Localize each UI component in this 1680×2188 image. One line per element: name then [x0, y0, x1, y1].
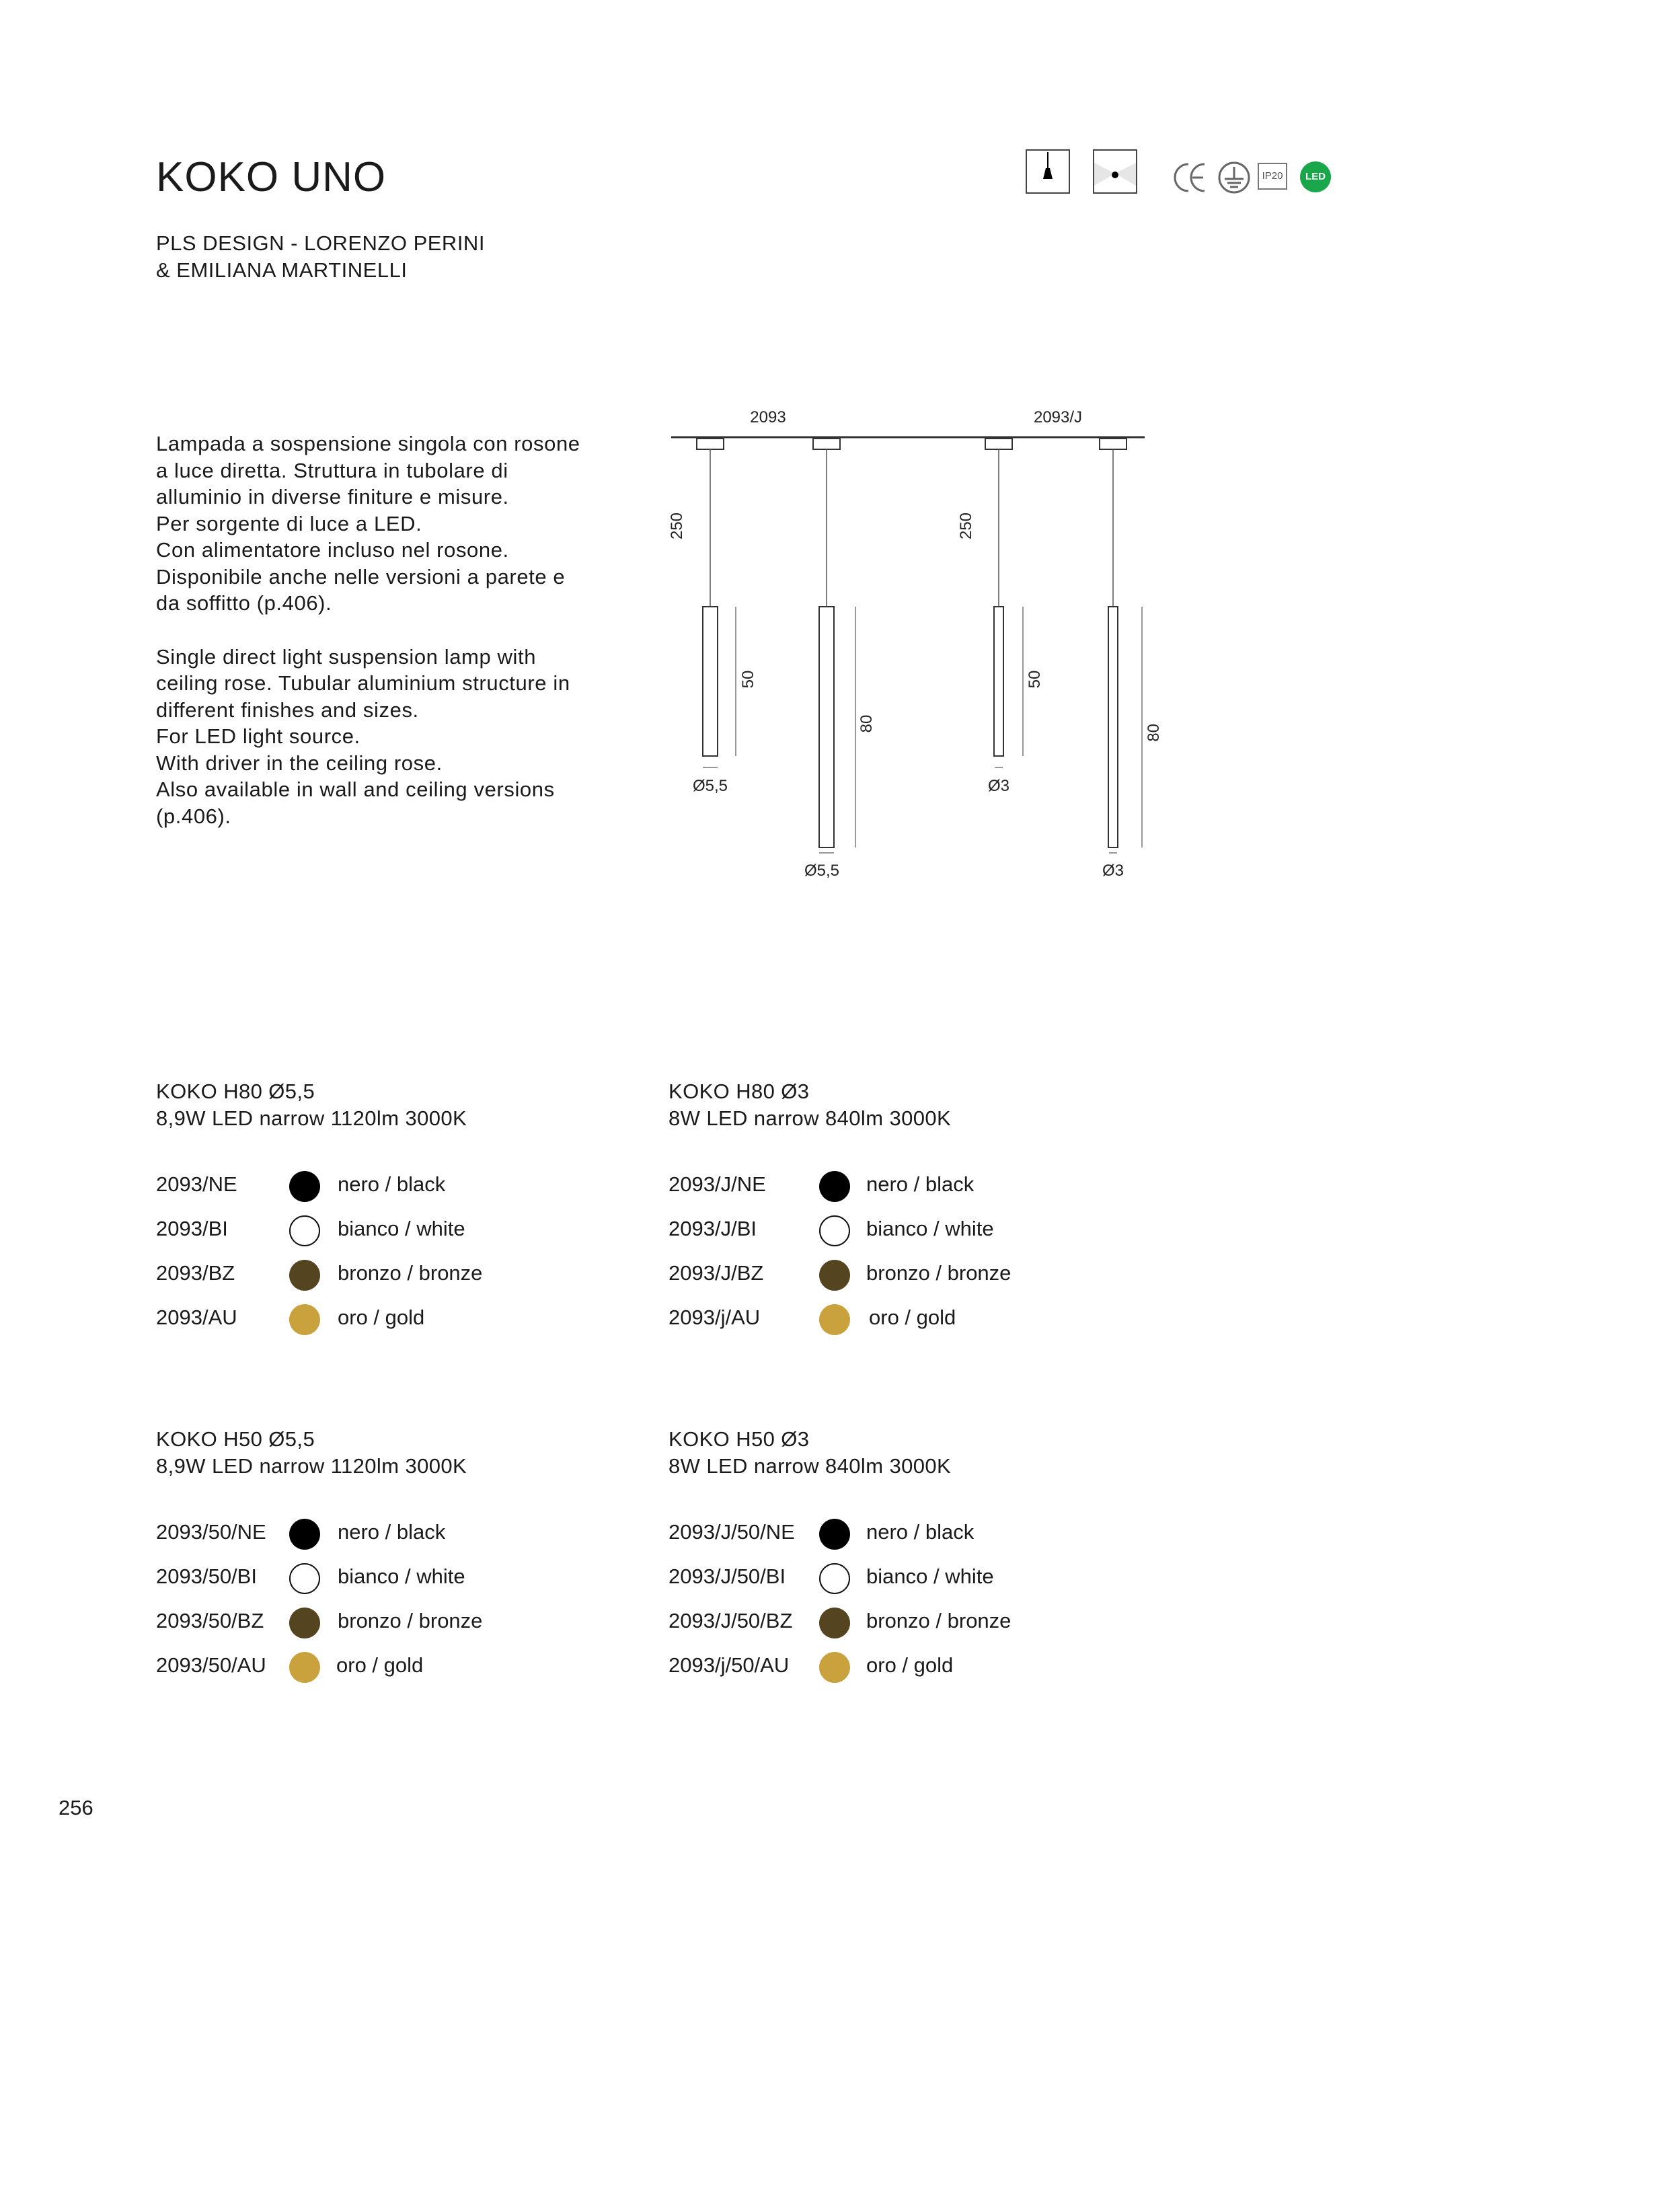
swatch-gold [819, 1652, 850, 1683]
ip20-badge: IP20 [1258, 163, 1287, 190]
swatch-bronze [289, 1260, 320, 1291]
variant-color: bronzo / bronze [866, 1261, 1011, 1285]
variant-row [669, 1647, 1139, 1687]
variant-row [669, 1166, 1139, 1206]
variant-row [156, 1210, 613, 1250]
description-italian: Lampada a sospensione singola con rosone a luce diretta. Struttura in tubolare di alluminio in diverse finiture e misure. Per sorgente di luce a LED. Con alimentatore incluso nel rosone. Disponibile anche nelle versioni a parete e da soffitto (p.406). [156, 432, 580, 615]
variant-code: 2093/j/AU [669, 1306, 761, 1329]
product-name: KOKO H80 Ø3 [669, 1080, 810, 1103]
variant-code: 2093/50/NE [156, 1520, 266, 1544]
dim-80-right: 80 [1145, 724, 1163, 742]
variant-color: nero / black [866, 1172, 975, 1196]
variant-row [156, 1558, 613, 1598]
swatch-bronze [289, 1608, 320, 1638]
variant-color: nero / black [338, 1172, 446, 1196]
swatch-gold [289, 1304, 320, 1335]
dim-50-right: 50 [1026, 670, 1044, 689]
variant-color: bianco / white [866, 1217, 994, 1240]
variant-row [156, 1166, 613, 1206]
variant-code: 2093/J/50/BI [669, 1564, 786, 1588]
variant-color: oro / gold [336, 1653, 424, 1677]
lamp-2093j-h80 [1100, 439, 1142, 853]
ce-ground-icon [1174, 160, 1252, 195]
variant-code: 2093/BI [156, 1217, 228, 1240]
variant-code: 2093/J/BZ [669, 1261, 764, 1285]
variant-row [669, 1513, 1139, 1554]
variant-color: bronzo / bronze [866, 1609, 1011, 1632]
variant-row [669, 1558, 1139, 1598]
variant-color: nero / black [338, 1520, 446, 1544]
diameter-55-long: Ø5,5 [804, 862, 840, 880]
dim-250-right: 250 [957, 512, 975, 540]
certification-icons [1026, 147, 1348, 200]
variant-code: 2093/NE [156, 1172, 237, 1196]
product-block-h80-3 [669, 1078, 1139, 1334]
lamp-2093-h50 [697, 439, 736, 767]
pendant-lamp-icon [1026, 149, 1070, 194]
swatch-black [289, 1519, 320, 1550]
designer-credit [156, 230, 485, 284]
variant-row [156, 1254, 613, 1295]
swatch-gold [819, 1304, 850, 1335]
product-block-h80-55 [156, 1078, 613, 1334]
dim-50-left: 50 [739, 670, 757, 689]
variant-row [669, 1602, 1139, 1643]
variant-color: bronzo / bronze [338, 1609, 483, 1632]
dim-250-left: 250 [668, 512, 686, 540]
product-description [156, 430, 640, 856]
variant-color: nero / black [866, 1520, 975, 1544]
technical-drawing [659, 397, 1163, 881]
product-name: KOKO H80 Ø5,5 [156, 1080, 315, 1103]
variant-code: 2093/50/BZ [156, 1609, 264, 1632]
product-spec: 8,9W LED narrow 1120lm 3000K [156, 1106, 467, 1130]
variant-row [156, 1602, 613, 1643]
variant-code: 2093/J/NE [669, 1172, 766, 1196]
product-block-h50-55 [156, 1426, 613, 1682]
variant-row [156, 1647, 613, 1687]
variant-code: 2093/BZ [156, 1261, 235, 1285]
swatch-white [289, 1215, 320, 1246]
variant-code: 2093/50/AU [156, 1653, 266, 1677]
swatch-white [819, 1563, 850, 1594]
swatch-white [819, 1215, 850, 1246]
variant-row [669, 1210, 1139, 1250]
lamp-2093-h80 [813, 439, 855, 853]
variant-code: 2093/j/50/AU [669, 1653, 790, 1677]
variant-row [669, 1299, 1139, 1339]
dim-80-left: 80 [857, 714, 876, 733]
swatch-gold [289, 1652, 320, 1683]
variant-color: oro / gold [869, 1306, 956, 1329]
swatch-black [819, 1519, 850, 1550]
led-badge: LED [1300, 161, 1331, 192]
light-distribution-icon [1093, 149, 1137, 194]
designer-line-2: & EMILIANA MARTINELLI [156, 258, 408, 282]
variant-code: 2093/AU [156, 1306, 237, 1329]
variant-code: 2093/50/BI [156, 1564, 257, 1588]
product-spec: 8W LED narrow 840lm 3000K [669, 1454, 952, 1478]
variant-code: 2093/J/50/BZ [669, 1609, 793, 1632]
variant-color: oro / gold [866, 1653, 954, 1677]
lamp-2093j-h50 [985, 439, 1023, 767]
page-title: KOKO UNO [156, 154, 387, 200]
description-english: Single direct light suspension lamp with ceiling rose. Tubular aluminium structure in different finishes and sizes. For LED light source. With driver in the ceiling rose. Also available in wall and ceiling versions (p.406). [156, 644, 570, 828]
variant-row [669, 1254, 1139, 1295]
product-name: KOKO H50 Ø5,5 [156, 1427, 315, 1451]
variant-color: bianco / white [866, 1564, 994, 1588]
product-block-h50-3 [669, 1426, 1139, 1682]
model-label-2093: 2093 [750, 408, 786, 426]
swatch-bronze [819, 1608, 850, 1638]
page-number: 256 [59, 1796, 93, 1819]
variant-color: bianco / white [338, 1217, 465, 1240]
swatch-white [289, 1563, 320, 1594]
designer-line-1: PLS DESIGN - LORENZO PERINI [156, 231, 485, 255]
variant-code: 2093/J/50/NE [669, 1520, 795, 1544]
variant-row [156, 1299, 613, 1339]
variant-color: bronzo / bronze [338, 1261, 483, 1285]
product-spec: 8,9W LED narrow 1120lm 3000K [156, 1454, 467, 1478]
product-spec: 8W LED narrow 840lm 3000K [669, 1106, 952, 1130]
diameter-3-long: Ø3 [1102, 862, 1124, 880]
variant-code: 2093/J/BI [669, 1217, 757, 1240]
diameter-3-short: Ø3 [987, 777, 1010, 795]
swatch-black [289, 1171, 320, 1202]
variant-color: bianco / white [338, 1564, 465, 1588]
variant-row [156, 1513, 613, 1554]
variant-color: oro / gold [338, 1306, 425, 1329]
swatch-black [819, 1171, 850, 1202]
product-name: KOKO H50 Ø3 [669, 1427, 810, 1451]
swatch-bronze [819, 1260, 850, 1291]
diameter-55-short: Ø5,5 [692, 777, 728, 795]
model-label-2093j: 2093/J [1033, 408, 1083, 426]
